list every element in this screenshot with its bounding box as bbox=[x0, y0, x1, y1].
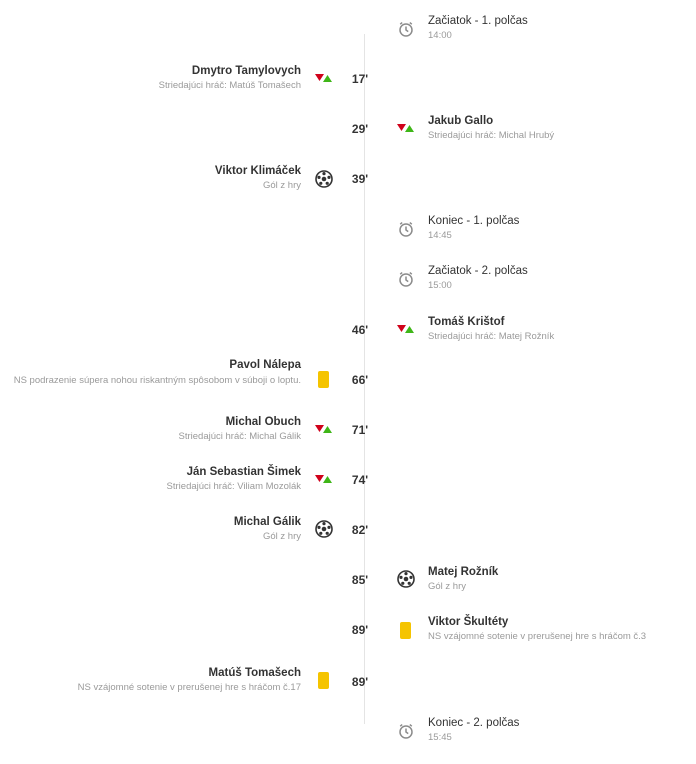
substitution-icon bbox=[315, 471, 333, 489]
substitution-icon bbox=[315, 70, 333, 88]
ball-icon bbox=[315, 170, 333, 188]
clock-icon bbox=[397, 722, 415, 740]
timeline-event bbox=[0, 413, 696, 463]
substitution-icon bbox=[397, 120, 415, 138]
event-minute: 66' bbox=[351, 373, 369, 387]
event-minute: 39' bbox=[351, 172, 369, 186]
timeline-event bbox=[0, 262, 696, 312]
event-minute: 71' bbox=[351, 423, 369, 437]
event-minute: 74' bbox=[351, 473, 369, 487]
timeline-event bbox=[0, 664, 696, 714]
event-title: Koniec - 1. polčas bbox=[428, 215, 520, 227]
player-name: Matúš Tomašech bbox=[208, 667, 301, 679]
timeline-event bbox=[0, 463, 696, 513]
event-detail: NS vzájomné sotenie v prerušenej hre s hráčom č.3 bbox=[428, 631, 647, 642]
event-detail: Gól z hry bbox=[262, 180, 301, 191]
player-name: Ján Sebastian Šimek bbox=[186, 466, 301, 478]
event-minute: 85' bbox=[351, 573, 369, 587]
player-name: Tomáš Krištof bbox=[428, 316, 505, 328]
player-name: Michal Obuch bbox=[225, 416, 301, 428]
ball-icon bbox=[397, 570, 415, 588]
event-minute: 46' bbox=[351, 323, 369, 337]
timeline-event bbox=[0, 112, 696, 162]
yellow-card-icon bbox=[400, 622, 411, 639]
player-name: Matej Rožník bbox=[428, 566, 499, 578]
player-name: Dmytro Tamylovych bbox=[191, 65, 301, 77]
player-name: Viktor Klimáček bbox=[214, 165, 301, 177]
event-title: Koniec - 2. polčas bbox=[428, 717, 520, 729]
timeline-event bbox=[0, 62, 696, 112]
event-detail: Gól z hry bbox=[262, 531, 301, 542]
event-time: 15:45 bbox=[428, 732, 452, 743]
event-minute: 29' bbox=[351, 122, 369, 136]
ball-icon bbox=[315, 520, 333, 538]
clock-icon bbox=[397, 20, 415, 38]
player-name: Jakub Gallo bbox=[428, 115, 494, 127]
event-title: Začiatok - 1. polčas bbox=[428, 15, 528, 27]
event-detail: Striedajúci hráč: Matúš Tomašech bbox=[158, 80, 301, 91]
event-detail: Striedajúci hráč: Michal Hrubý bbox=[428, 130, 555, 141]
timeline-event bbox=[0, 12, 696, 62]
timeline-event bbox=[0, 356, 696, 406]
substitution-icon bbox=[315, 421, 333, 439]
event-detail: Striedajúci hráč: Viliam Mozolák bbox=[166, 481, 301, 492]
timeline-event bbox=[0, 212, 696, 262]
event-title: Začiatok - 2. polčas bbox=[428, 265, 528, 277]
event-minute: 17' bbox=[351, 72, 369, 86]
yellow-card-icon bbox=[318, 672, 329, 689]
clock-icon bbox=[397, 220, 415, 238]
event-detail: NS vzájomné sotenie v prerušenej hre s hráčom č.17 bbox=[77, 682, 301, 693]
timeline-event bbox=[0, 714, 696, 764]
timeline-event bbox=[0, 513, 696, 563]
event-detail: Striedajúci hráč: Matej Rožník bbox=[428, 331, 555, 342]
timeline-event bbox=[0, 563, 696, 613]
timeline-event bbox=[0, 162, 696, 212]
substitution-icon bbox=[397, 321, 415, 339]
event-time: 14:45 bbox=[428, 230, 452, 241]
yellow-card-icon bbox=[318, 371, 329, 388]
event-detail: Striedajúci hráč: Michal Gálik bbox=[178, 431, 301, 442]
clock-icon bbox=[397, 270, 415, 288]
player-name: Michal Gálik bbox=[233, 516, 301, 528]
event-detail: Gól z hry bbox=[428, 581, 467, 592]
event-time: 15:00 bbox=[428, 280, 452, 291]
timeline-event bbox=[0, 613, 696, 663]
event-minute: 89' bbox=[351, 623, 369, 637]
player-name: Pavol Nálepa bbox=[229, 359, 301, 371]
event-detail: NS podrazenie súpera nohou riskantným spôsobom v súboji o loptu. bbox=[13, 375, 301, 386]
event-time: 14:00 bbox=[428, 30, 452, 41]
event-minute: 89' bbox=[351, 675, 369, 689]
player-name: Viktor Škultéty bbox=[428, 616, 509, 628]
event-minute: 82' bbox=[351, 523, 369, 537]
